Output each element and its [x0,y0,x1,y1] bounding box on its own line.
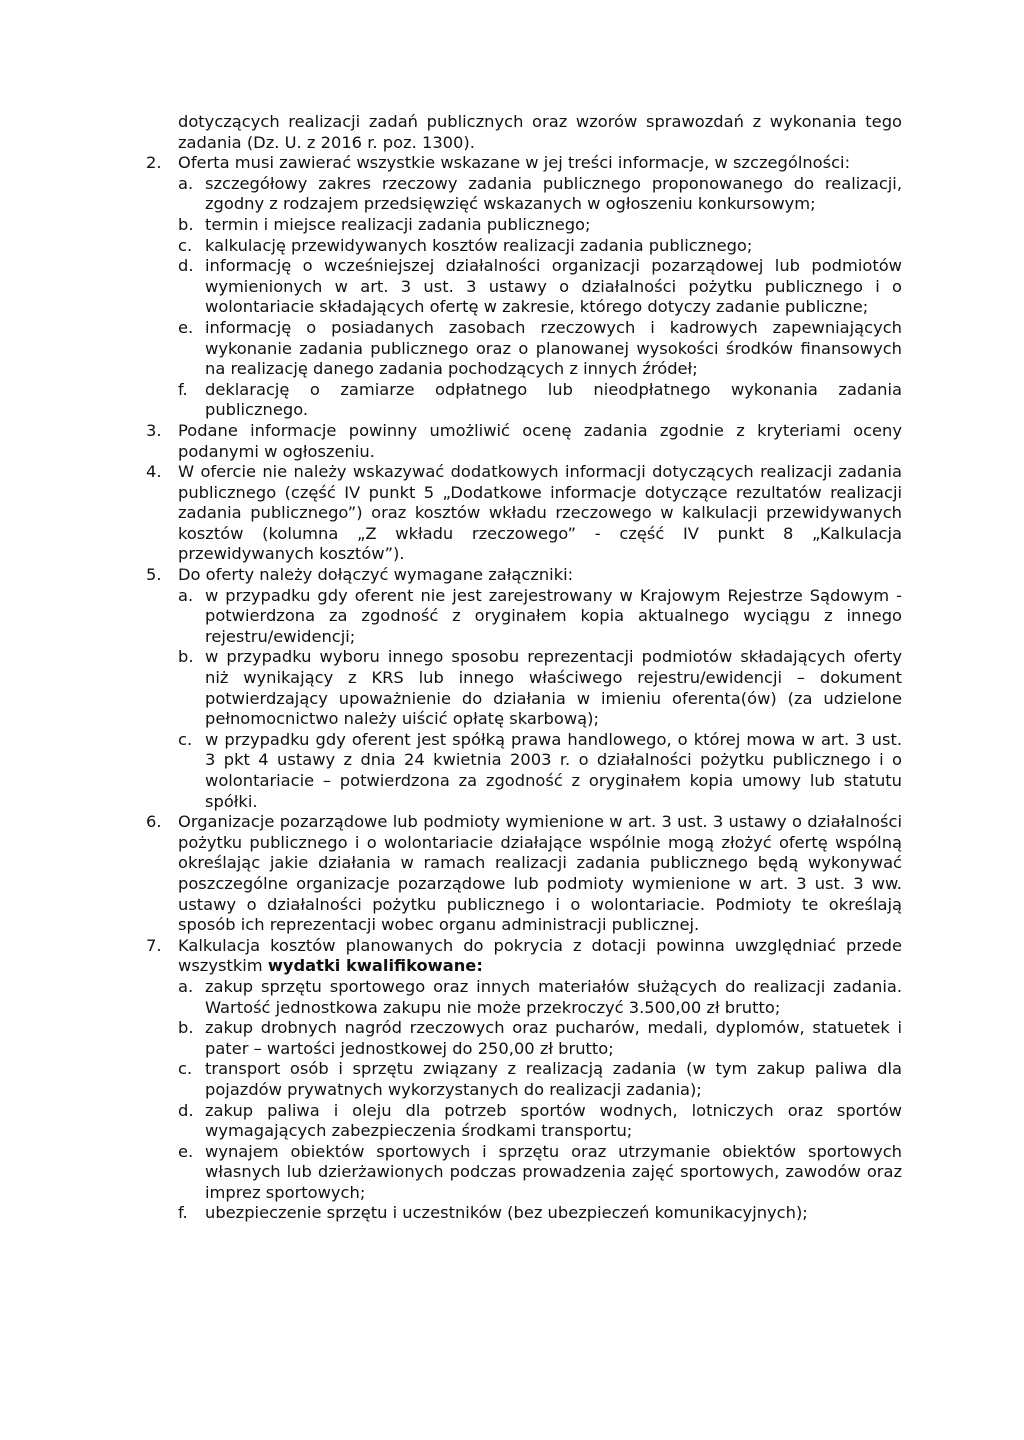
sub-letter: f. [178,379,188,399]
item-number: 5. [146,565,162,585]
sublist [178,586,902,813]
item-text [178,936,902,977]
list-item-4 [146,462,902,565]
sublist-item [178,730,902,812]
item-text: Do oferty należy dołączyć wymagane załączniki: [178,565,574,585]
sub-letter: d. [178,256,194,276]
sub-text: deklarację o zamiarze odpłatnego lub nieodpłatnego wykonania zadania publicznego. [205,379,902,420]
sub-letter: a. [178,173,194,193]
sublist [178,174,902,421]
sub-letter: b. [178,214,194,234]
sub-text: ubezpieczenie sprzętu i uczestników (bez ubezpieczeń komunikacyjnych); [205,1203,808,1223]
list-item-5 [146,565,902,812]
item-number: 3. [146,420,162,440]
sublist-item [178,174,902,215]
sublist-item [178,647,902,729]
sub-letter: c. [178,1059,193,1079]
item-text: W ofercie nie należy wskazywać dodatkowych informacji dotyczących realizacji zadania publicznego (część IV punkt 5 „Dodatkowe informacje dotyczące rezultatów realizacji zadania publicznego”) oraz kosztów wkładu rzeczowego w kalkulacji przewidywanych kosztów (kolumna „Z wkładu rzeczowego” - część IV punkt 8 „Kalkulacja przewidywanych kosztów”). [178,462,902,564]
sublist-item [178,1101,902,1142]
sublist-item [178,586,902,648]
list-item-2 [146,153,902,421]
sub-letter: e. [178,317,194,337]
list-item-6 [146,812,902,936]
list-item-3 [146,421,902,462]
sub-text: zakup sprzętu sportowego oraz innych materiałów służących do realizacji zadania. Wartość jednostkowa zakupu nie może przekroczyć 3.500,00 zł brutto; [205,976,902,1017]
sublist-item [178,1018,902,1059]
item-text: Organizacje pozarządowe lub podmioty wymienione w art. 3 ust. 3 ustawy o działalności pożytku publicznego i o wolontariacie działające wspólnie mogą złożyć ofertę wspólną określając jakie działania w ramach realizacji zadania publicznego będą wykonywać poszczególne organizacje pozarządowe lub podmioty wymienione w art. 3 ust. 3 ww. ustawy o działalności pożytku publicznego i o wolontariacie. Podmioty te określają sposób ich reprezentacji wobec organu administracji publicznej. [178,812,902,935]
sub-letter: b. [178,1018,194,1038]
item-text: Oferta musi zawierać wszystkie wskazane w jej treści informacje, w szczególności: [178,153,851,173]
sub-text: kalkulację przewidywanych kosztów realizacji zadania publicznego; [205,235,753,255]
sub-letter: d. [178,1100,194,1120]
sublist-item [178,256,902,318]
sub-text: informację o wcześniejszej działalności organizacji pozarządowej lub podmiotów wymienionych w art. 3 ust. 3 ustawy o działalności pożytku publicznego i o wolontariacie składających ofertę w zakresie, którego dotyczy zadanie publiczne; [205,256,902,317]
sublist-item [178,977,902,1018]
sub-text: w przypadku gdy oferent jest spółką prawa handlowego, o której mowa w art. 3 ust. 3 pkt 4 ustawy z dnia 24 kwietnia 2003 r. o działalności pożytku publicznego i o wolontariacie – potwierdzona za zgodność z oryginałem kopia umowy lub statutu spółki. [205,729,902,811]
sub-letter: c. [178,235,193,255]
sublist-item [178,1059,902,1100]
sub-text: w przypadku gdy oferent nie jest zarejestrowany w Krajowym Rejestrze Sądowym - potwierdzona za zgodność z oryginałem kopia aktualnego wyciągu z innego rejestru/ewidencji; [205,585,902,646]
sub-text: transport osób i sprzętu związany z realizacją zadania (w tym zakup paliwa dla pojazdów prywatnych wykorzystanych do realizacji zadania); [205,1059,902,1099]
sub-text: zakup paliwa i oleju dla potrzeb sportów wodnych, lotniczych oraz sportów wymagających zabezpieczenia środkami transportu; [205,1100,902,1141]
qualified-expenses-label: wydatki kwalifikowane: [267,956,483,976]
sub-text: szczegółowy zakres rzeczowy zadania publicznego proponowanego do realizacji, zgodny z rodzajem przedsięwzięć wskazanych w ogłoszeniu konkursowym; [205,173,902,214]
intro-paragraph: dotyczących realizacji zadań publicznych oraz wzorów sprawozdań z wykonania tego zadania (Dz. U. z 2016 r. poz. 1300). [178,112,902,152]
sub-text: informację o posiadanych zasobach rzeczowych i kadrowych zapewniających wykonanie zadania publicznego oraz o planowanej wysokości środków finansowych na realizację danego zadania pochodzących z innych źródeł; [205,317,902,379]
sublist-item [178,1203,902,1224]
item-number: 4. [146,462,162,482]
sublist-item [178,318,902,380]
sub-letter: a. [178,585,194,605]
sub-text: w przypadku wyboru innego sposobu reprezentacji podmiotów składających oferty niż wynikający z KRS lub innego właściwego rejestru/ewidencji – dokument potwierdzający upoważnienie do działania w imieniu oferenta(ów) (za udzielone pełnomocnictwo należy uiścić opłatę skarbową); [205,647,902,729]
item-number: 2. [146,153,162,173]
sub-letter: a. [178,976,194,996]
sublist-item [178,236,902,257]
item-text: Podane informacje powinny umożliwić ocenę zadania zgodnie z kryteriami oceny podanymi w ogłoszeniu. [178,420,902,461]
item-text-lead: Kalkulacja kosztów planowanych do pokrycia z dotacji powinna uwzględniać przede wszystkim [178,935,902,976]
sub-text: zakup drobnych nagród rzeczowych oraz pucharów, medali, dyplomów, statuetek i pater – wartości jednostkowej do 250,00 zł brutto; [205,1018,902,1058]
sublist-item [178,215,902,236]
sublist [178,977,902,1224]
item-number: 6. [146,812,162,832]
sub-text: termin i miejsce realizacji zadania publicznego; [205,214,591,234]
sub-text: wynajem obiektów sportowych i sprzętu oraz utrzymanie obiektów sportowych własnych lub dzierżawionych podczas prowadzenia zajęć sportowych, zawodów oraz imprez sportowych; [205,1141,902,1202]
sublist-item [178,1142,902,1204]
sub-letter: f. [178,1203,188,1223]
requirements-list [146,153,902,1224]
sublist-item [178,380,902,421]
item-number: 7. [146,935,162,955]
sub-letter: b. [178,647,194,667]
sub-letter: c. [178,729,193,749]
sub-letter: e. [178,1141,194,1161]
list-item-7 [146,936,902,1224]
document-page [146,112,902,1224]
